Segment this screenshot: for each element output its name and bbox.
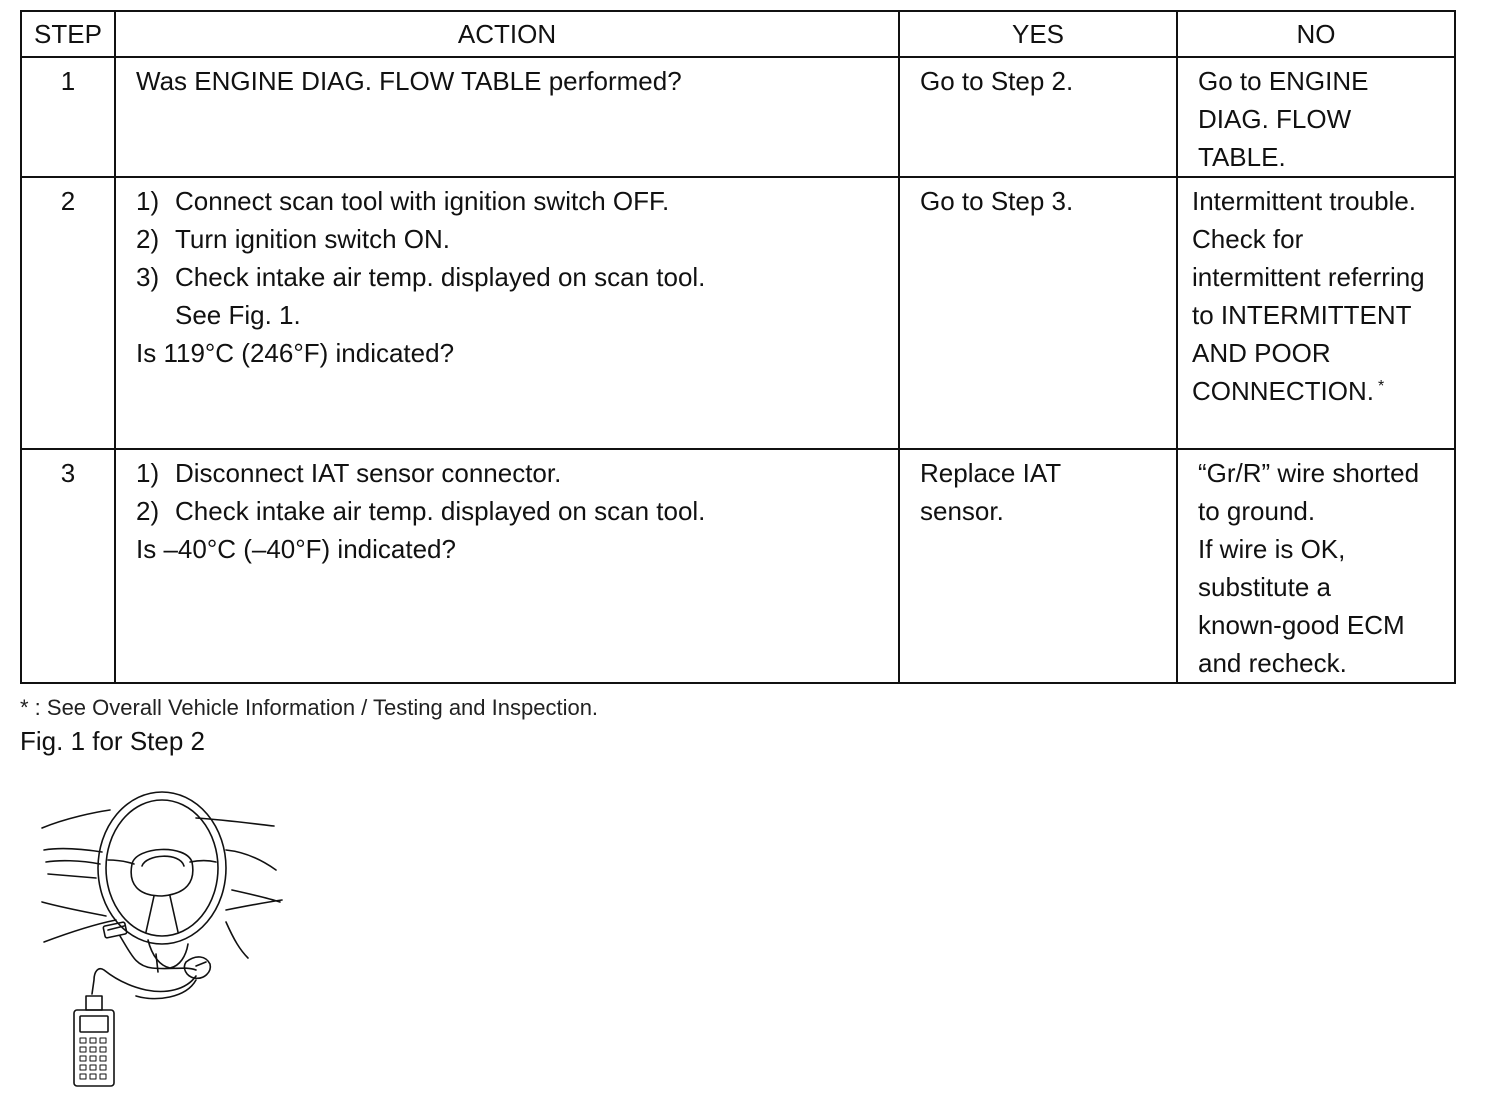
action-item <box>136 182 890 220</box>
no-text-line: to ground. <box>1198 496 1316 526</box>
action-question: Is –40°C (–40°F) indicated? <box>136 534 456 564</box>
yes-text: sensor. <box>920 496 1004 526</box>
no-text-line: TABLE. <box>1198 142 1286 172</box>
no-text-line: Check for <box>1192 224 1304 254</box>
action-item-text: Disconnect IAT sensor connector. <box>175 458 562 488</box>
no-text-line <box>1192 372 1452 410</box>
header-action: ACTION <box>115 11 899 57</box>
yes-text: Go to Step 2. <box>920 66 1074 96</box>
header-step: STEP <box>21 11 115 57</box>
no-text-line: and recheck. <box>1198 648 1347 678</box>
no-text-line: known-good ECM <box>1198 610 1405 640</box>
table-row <box>21 177 1455 449</box>
action-text: Was ENGINE DIAG. FLOW TABLE performed? <box>136 66 682 96</box>
footnote-mark: * <box>1378 378 1385 395</box>
action-item-number: 2) <box>136 224 160 254</box>
no-text-line: Go to ENGINE <box>1198 66 1369 96</box>
no-text-line: If wire is OK, <box>1198 534 1346 564</box>
table-row <box>21 449 1455 683</box>
no-text-line: substitute a <box>1198 572 1331 602</box>
action-item-number: 2) <box>136 496 160 526</box>
action-item <box>136 258 890 296</box>
figure-caption: Fig. 1 for Step 2 <box>20 726 205 756</box>
no-cell <box>1177 177 1455 449</box>
action-item <box>136 492 890 530</box>
no-cell <box>1177 57 1455 177</box>
yes-text: Replace IAT <box>920 458 1062 488</box>
yes-text: Go to Step 3. <box>920 186 1074 216</box>
no-text-line: AND POOR <box>1192 338 1331 368</box>
no-text-line: to INTERMITTENT <box>1192 300 1412 330</box>
yes-cell <box>899 177 1177 449</box>
action-item-number: 1) <box>136 458 160 488</box>
footnote: * : See Overall Vehicle Information / Testing and Inspection. <box>20 695 599 720</box>
action-item-number: 3) <box>136 262 160 292</box>
action-cell <box>115 57 899 177</box>
header-no: NO <box>1177 11 1455 57</box>
step-number: 2 <box>21 177 115 449</box>
action-item-continuation: See Fig. 1. <box>175 300 301 330</box>
no-text-line: DIAG. FLOW <box>1198 104 1352 134</box>
header-yes: YES <box>899 11 1177 57</box>
table-row <box>21 57 1455 177</box>
action-item-text: Connect scan tool with ignition switch OFF. <box>175 186 670 216</box>
diagnostic-table <box>20 10 1456 684</box>
action-item <box>136 454 890 492</box>
steering-wheel-scan-tool-illustration <box>36 790 296 1090</box>
action-cell <box>115 449 899 683</box>
table-header-row <box>21 11 1455 57</box>
action-item-text: Turn ignition switch ON. <box>175 224 451 254</box>
action-item-text: Check intake air temp. displayed on scan tool. <box>175 496 706 526</box>
yes-cell <box>899 449 1177 683</box>
no-text-line: Intermittent trouble. <box>1192 186 1416 216</box>
action-item <box>136 220 890 258</box>
no-text: CONNECTION. <box>1192 376 1374 406</box>
action-cell <box>115 177 899 449</box>
no-cell <box>1177 449 1455 683</box>
no-text-line: “Gr/R” wire shorted <box>1198 458 1420 488</box>
action-item-number: 1) <box>136 186 160 216</box>
no-text-line: intermittent referring <box>1192 262 1425 292</box>
action-question: Is 119°C (246°F) indicated? <box>136 338 455 368</box>
step-number: 1 <box>21 57 115 177</box>
yes-cell <box>899 57 1177 177</box>
action-item-text: Check intake air temp. displayed on scan tool. <box>175 262 706 292</box>
step-number: 3 <box>21 449 115 683</box>
